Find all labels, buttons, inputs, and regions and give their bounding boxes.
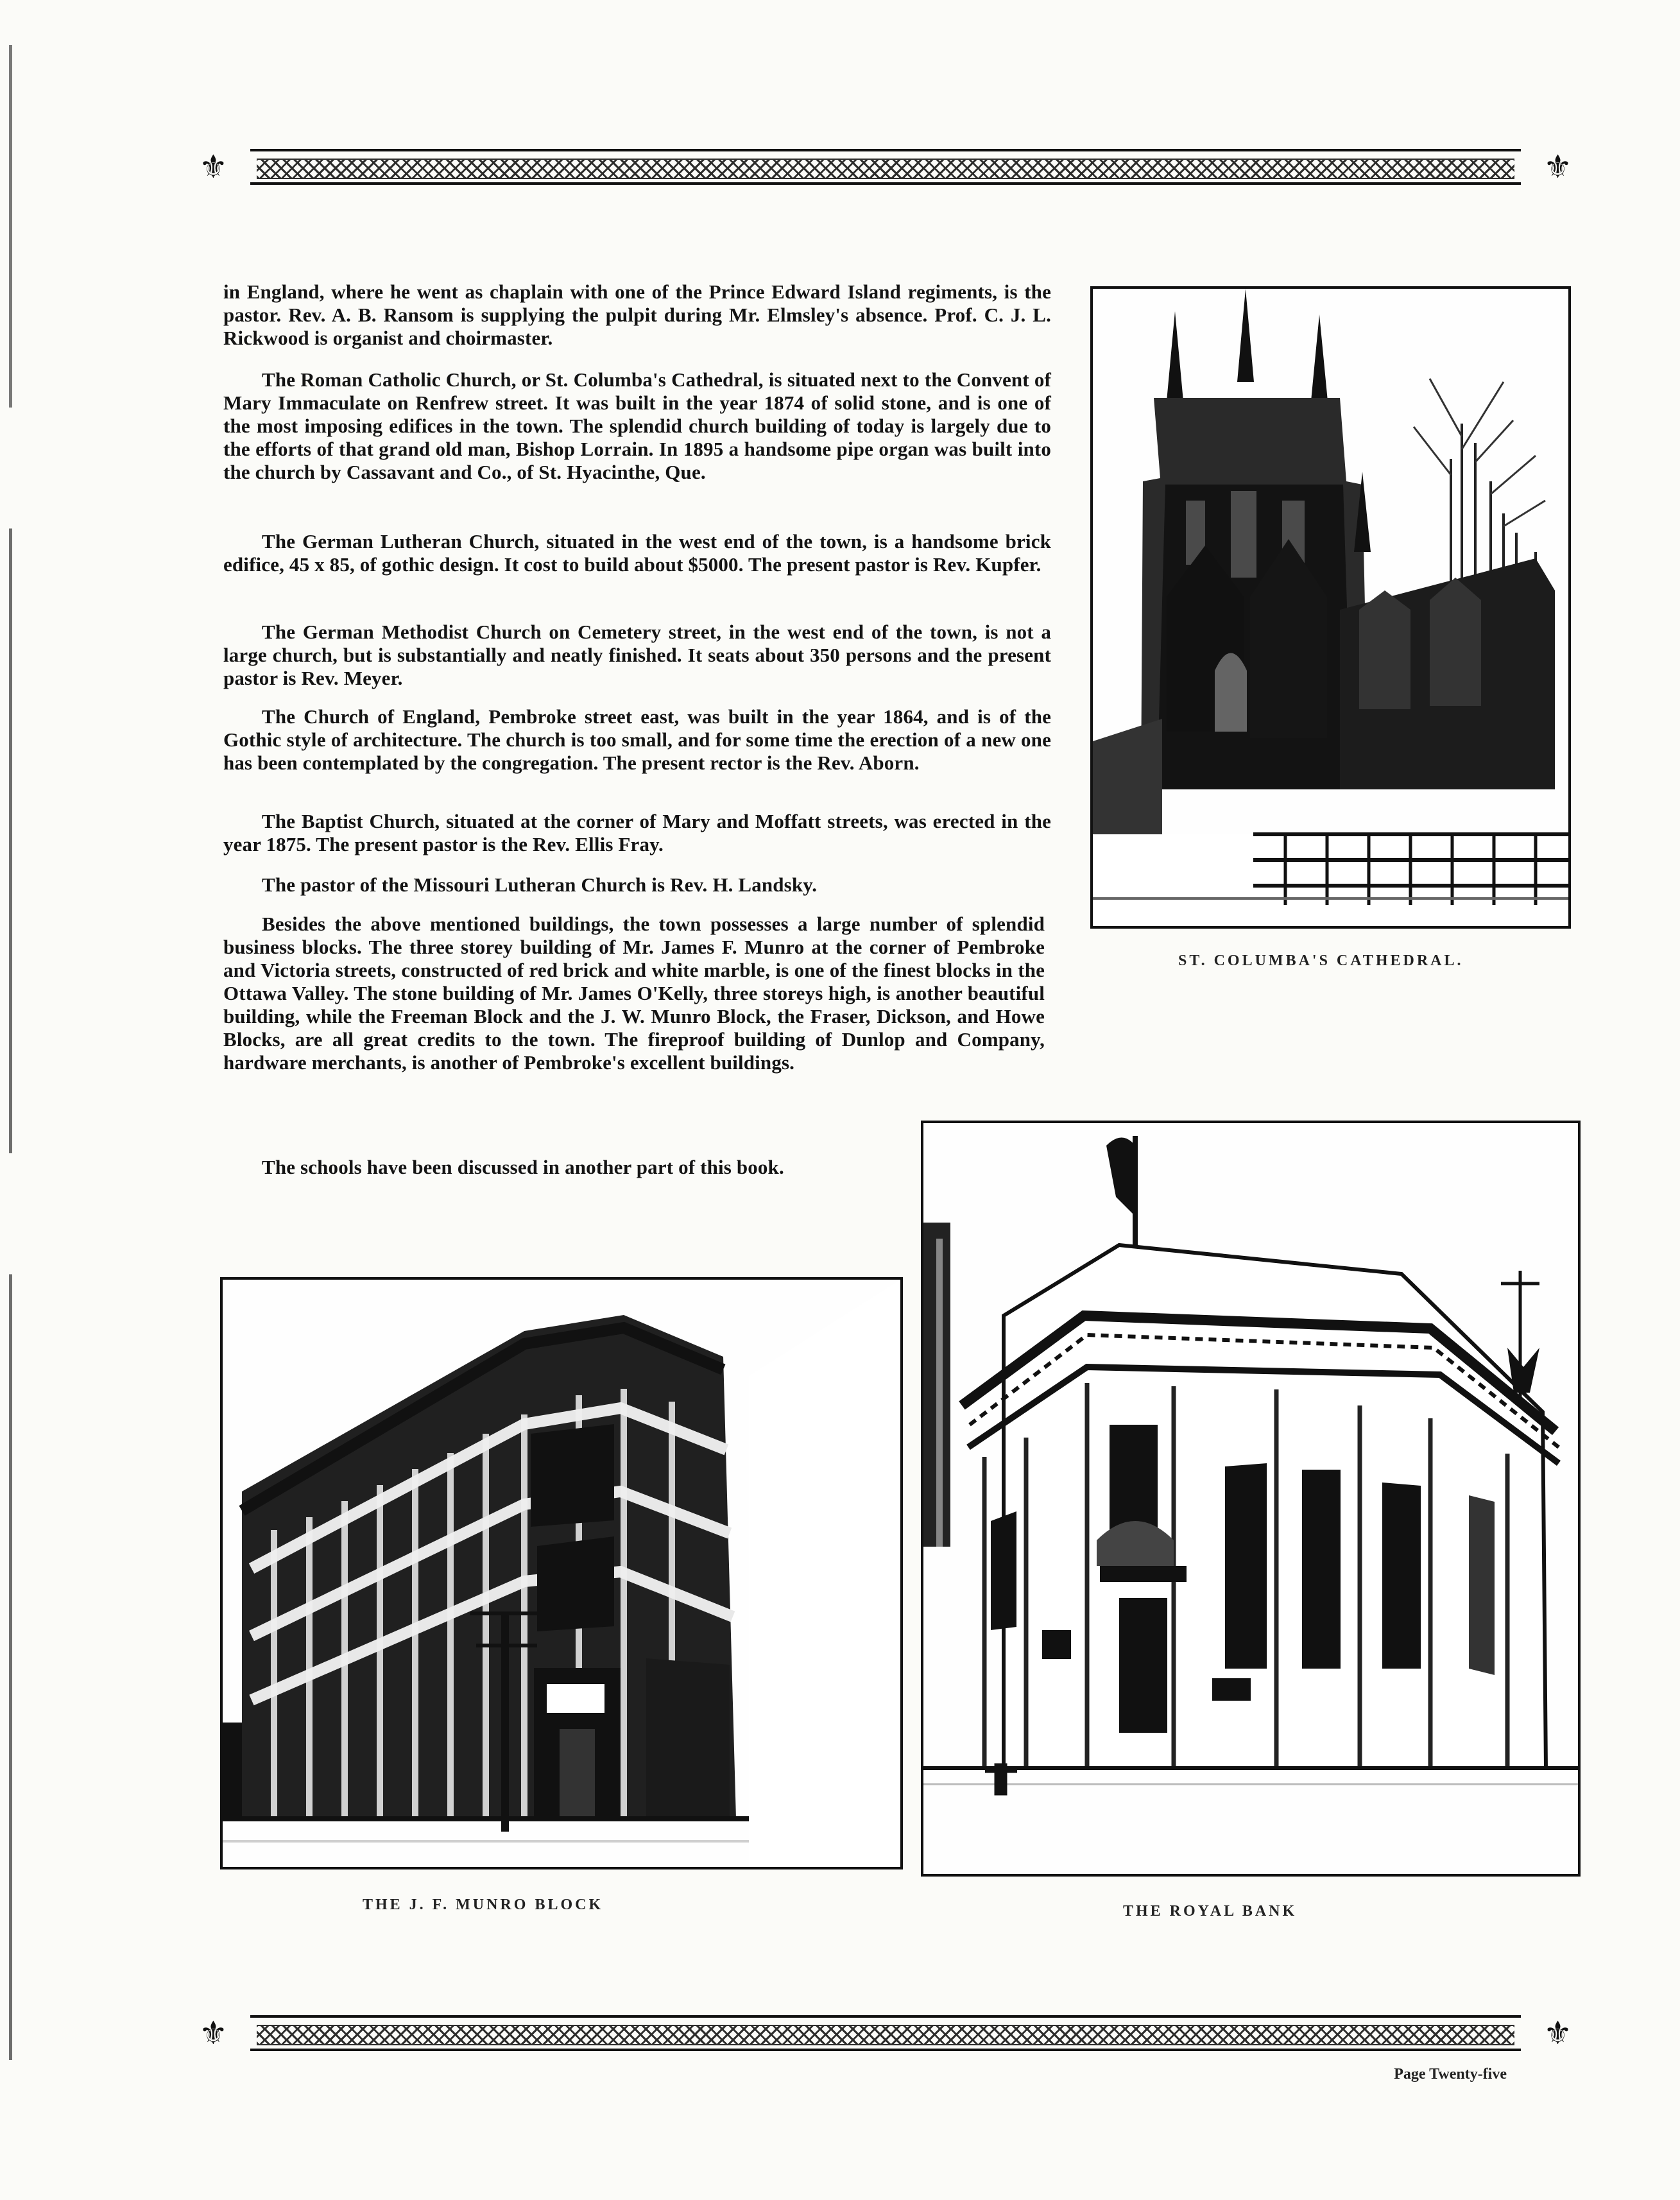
fleur-de-lis-icon: ⚜ (199, 2015, 228, 2051)
fleur-de-lis-right-top-icon (1527, 149, 1572, 186)
paragraph-schools: The schools have been discussed in another part of this book. (262, 1156, 784, 1178)
top-border-line-bottom (250, 182, 1521, 185)
munro-block-caption: THE J. F. MUNRO BLOCK (363, 1896, 604, 1913)
scan-edge (9, 45, 12, 2060)
paragraph-church-of-england: The Church of England, Pembroke street east, was built in the year 1864, and is of the Gothic style of architecture. The church is too small, and for some time the erection of a new one has been contemplated by the congregation. The present rector is the Rev. Aborn. (223, 705, 1051, 774)
fleur-de-lis-icon: ⚜ (199, 149, 228, 185)
paragraph-baptist-church: The Baptist Church, situated at the corner of Mary and Moffatt streets, was erected in the year 1875. The present pastor is the Rev. Ellis Fray. (223, 810, 1051, 855)
paragraph-st-columba: The Roman Catholic Church, or St. Columba's Cathedral, is situated next to the Convent of Mary Immaculate on Renfrew street. It was built in the year 1874 of solid stone, and is one of the most imposing edifices in the town. The splendid church building of today is largely due to the efforts of that grand old man, Bishop Lorrain. In 1895 a handsome pipe organ was built into the church by Cassavant and Co., of St. Hyacinthe, Que. (223, 368, 1051, 483)
paragraph-business-blocks: Besides the above mentioned buildings, the town possesses a large number of splendid business blocks. The three storey building of Mr. James F. Munro at the corner of Pembroke and Victoria streets, constructed of red brick and white marble, is one of the finest blocks in the Ottawa Valley. The stone building of Mr. James O'Kelly, three storeys high, is another beautiful building, while the Freeman Block and the J. W. Munro Block, the Fraser, Dickson, and Howe Blocks, are all great credits to the town. The fireproof building of Dunlop and Company, hardware merchants, is another of Pembroke's excellent buildings. (223, 913, 1045, 1074)
bottom-border-pattern (257, 2025, 1514, 2045)
fleur-de-lis-right-bottom-icon (1527, 2015, 1572, 2052)
royal-bank-photo-art (923, 1123, 1578, 1874)
top-decorative-border (199, 149, 1572, 186)
cathedral-caption: ST. COLUMBA'S CATHEDRAL. (1178, 952, 1464, 969)
top-border-line (250, 149, 1521, 151)
fleur-de-lis-left-bottom-icon (199, 2015, 244, 2052)
munro-block-photo (220, 1277, 903, 1869)
bottom-decorative-border (199, 2015, 1572, 2052)
st-columba-cathedral-photo (1090, 286, 1571, 929)
paragraph-german-lutheran: The German Lutheran Church, situated in the west end of the town, is a handsome brick edifice, 45 x 85, of gothic design. It cost to build about $5000. The present pastor is Rev. Kupfer. (223, 530, 1051, 576)
page-number: Page Twenty-five (1394, 2066, 1507, 2083)
fleur-de-lis-left-top-icon (199, 149, 244, 186)
royal-bank-caption: THE ROYAL BANK (1123, 1903, 1298, 1920)
paragraph-pastor-continuation: in England, where he went as chaplain with one of the Prince Edward Island regiments, is the pastor. Rev. A. B. Ransom is supplying the pulpit during Mr. Elmsley's absence. Prof. C. J. L. Rickwood is organist and choirmaster. (223, 280, 1051, 349)
top-border-pattern (257, 159, 1514, 179)
fleur-de-lis-icon: ⚜ (1543, 149, 1572, 185)
paragraph-missouri-lutheran: The pastor of the Missouri Lutheran Church is Rev. H. Landsky. (262, 873, 818, 896)
cathedral-photo-art (1093, 289, 1568, 926)
royal-bank-photo (921, 1121, 1581, 1877)
paragraph-german-methodist: The German Methodist Church on Cemetery street, in the west end of the town, is not a large church, but is substantially and neatly finished. It seats about 350 persons and the present pastor is Rev. Meyer. (223, 621, 1051, 689)
bottom-border-line-bottom (250, 2049, 1521, 2051)
munro-block-photo-art (223, 1280, 900, 1867)
bottom-border-line (250, 2015, 1521, 2018)
fleur-de-lis-icon: ⚜ (1543, 2015, 1572, 2051)
